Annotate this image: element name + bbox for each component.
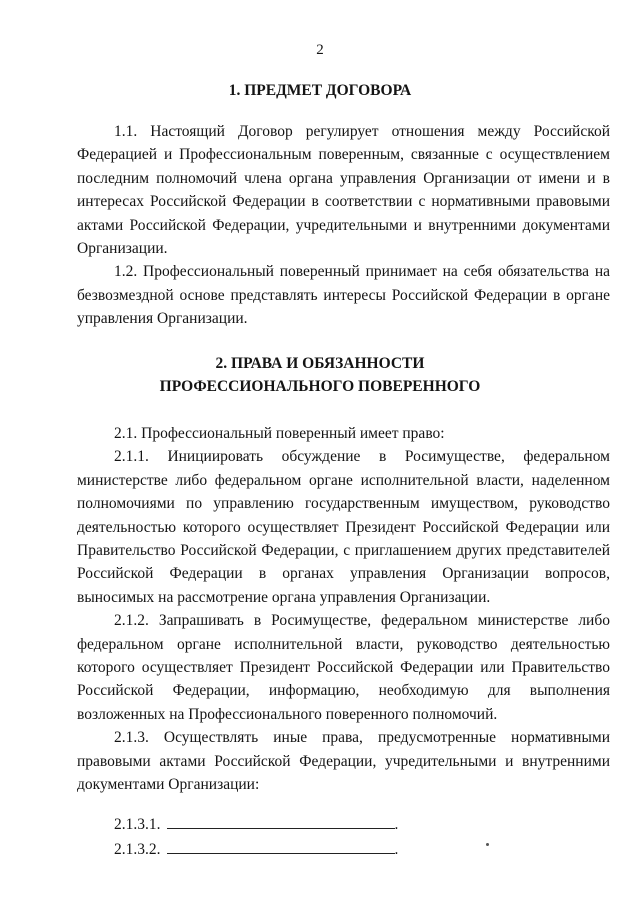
scan-speck xyxy=(486,843,489,846)
fill-item-2-1-3-1 xyxy=(114,814,398,834)
paragraph-2-1-2: 2.1.2. Запрашивать в Росимуществе, федеральном министерстве либо федеральном органе исполнительной власти, руководство деятельностью которого осуществляет Президент Российской Федерации или Правительство Российской Федерации, информацию, необходимую для выполнения возложенных на Профессионального поверенного полномочий. xyxy=(77,612,610,723)
paragraph-2-1-3: 2.1.3. Осуществлять иные права, предусмотренные нормативными правовыми актами Российской Федерации, учредительными и внутренними документами Организации: xyxy=(77,729,610,794)
section-2-heading xyxy=(0,352,640,398)
paragraph-1-1: 1.1. Настоящий Договор регулирует отношения между Российской Федерацией и Профессиональным поверенным, связанные с осуществлением последним полномочий члена органа управления Организации от имени и в интересах Российской Федерации в соответствии с нормативными правовыми актами Российской Федерации, учредительными и внутренними документами Организации. xyxy=(77,123,610,258)
section-1-body xyxy=(77,120,610,331)
section-1-heading: 1. ПРЕДМЕТ ДОГОВОРА xyxy=(228,82,412,99)
fill-item-end: . xyxy=(394,816,399,833)
section-2-body xyxy=(77,422,610,797)
fill-item-label: 2.1.3.2. xyxy=(114,841,161,858)
paragraph-2-1: 2.1. Профессиональный поверенный имеет право: xyxy=(114,425,445,442)
paragraph-1-2: 1.2. Профессиональный поверенный принимает на себя обязательства на безвозмездной основе представлять интересы Российской Федерации в органе управления Организации. xyxy=(77,263,610,328)
page-number: 2 xyxy=(316,42,324,58)
section-2-heading-line-2: ПРОФЕССИОНАЛЬНОГО ПОВЕРЕННОГО xyxy=(159,378,481,395)
blank-line xyxy=(167,839,395,854)
fill-item-end: . xyxy=(394,841,399,858)
section-2-heading-line-1: 2. ПРАВА И ОБЯЗАННОСТИ xyxy=(215,355,425,372)
paragraph-2-1-1: 2.1.1. Инициировать обсуждение в Росимуществе, федеральном министерстве либо федеральном органе исполнительной власти, наделенном полномочиями по управлению государственным имуществом, руководство деятельностью которого осуществляет Президент Российской Федерации или Правительство Российской Федерации, с приглашением других представителей Российской Федерации в органах управления Организации вопросов, выносимых на рассмотрение органа управления Организации. xyxy=(77,448,610,606)
fill-item-label: 2.1.3.1. xyxy=(114,816,161,833)
fill-item-2-1-3-2 xyxy=(114,839,398,859)
blank-line xyxy=(167,814,395,829)
